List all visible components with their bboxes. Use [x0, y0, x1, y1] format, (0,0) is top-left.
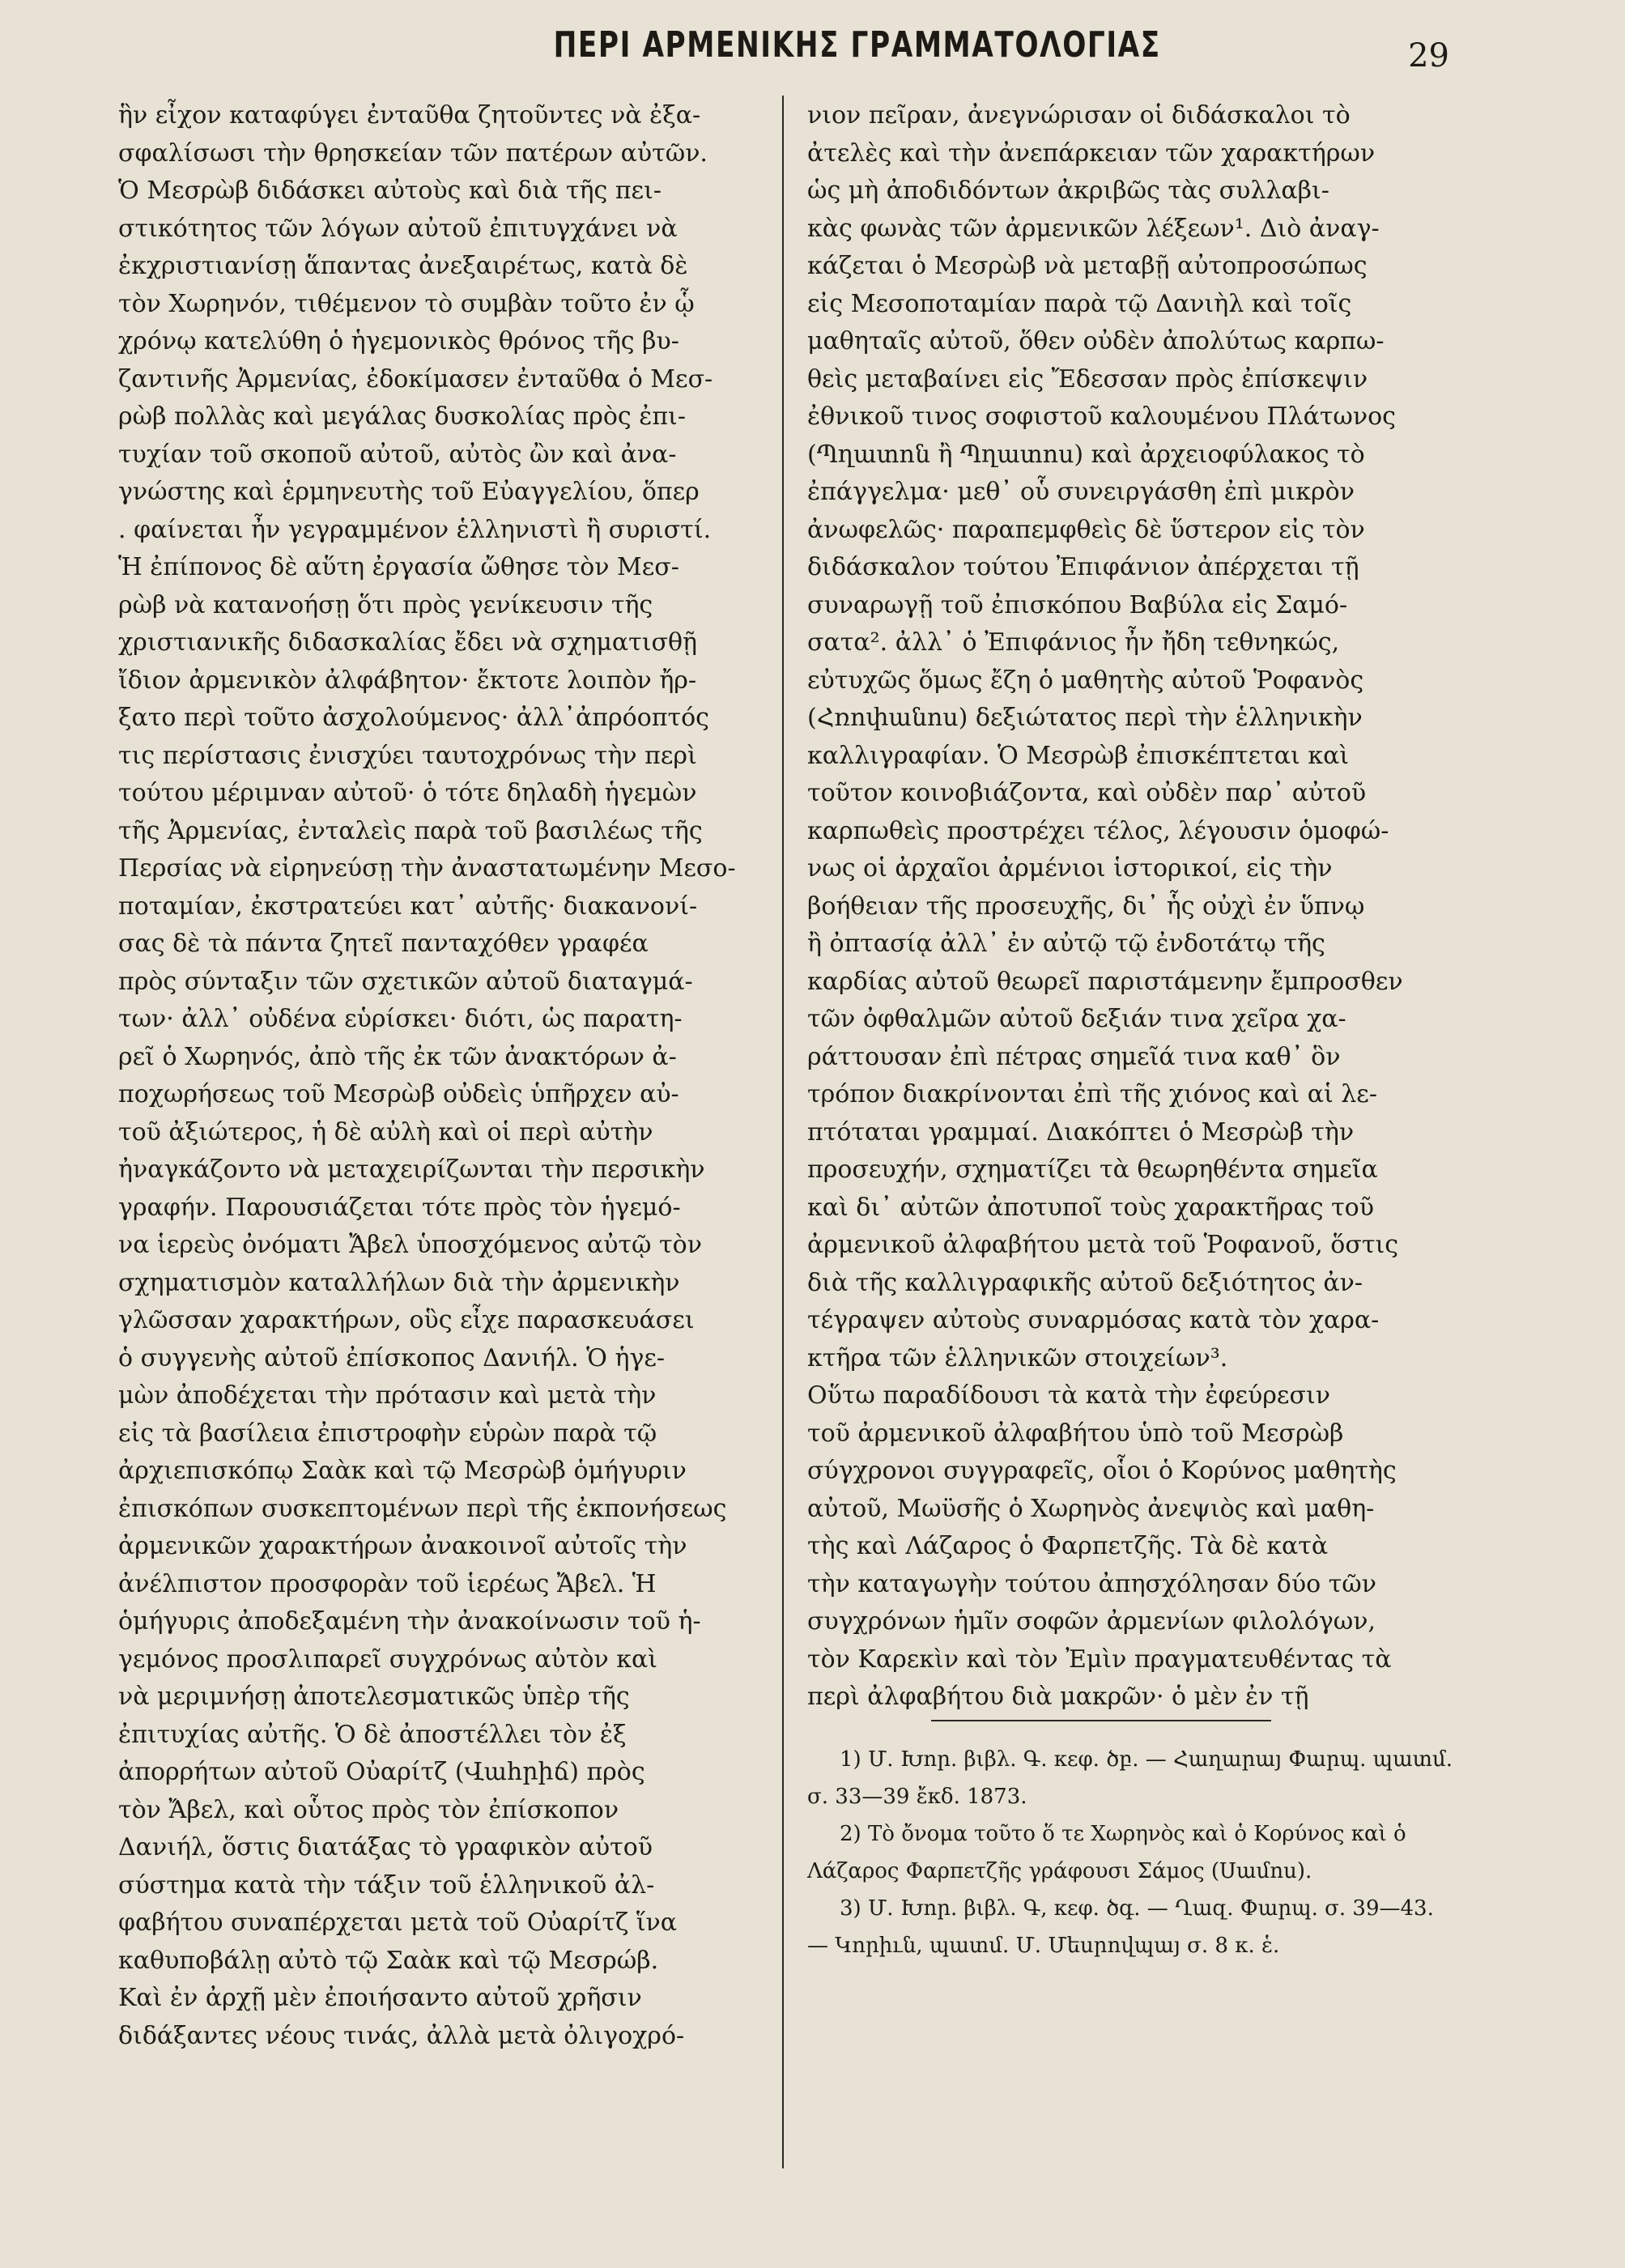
text-line: τὸν Χωρηνόν, τιθέμενον τὸ συμβὰν τοῦτο ἐν ᾧ — [118, 289, 695, 318]
text-line: πρὸς σύνταξιν τῶν σχετικῶν αὐτοῦ διαταγμά- — [118, 967, 693, 996]
text-line: σατα². ἀλλ᾽ ὁ Ἐπιφάνιος ἦν ἤδη τεθνηκώς, — [807, 628, 1340, 657]
text-line: ἀρμενικῶν χαρακτήρων ἀνακοινοῖ αὐτοῖς τὴν — [118, 1532, 687, 1560]
text-line: πτόταται γραμμαί. Διακόπτει ὁ Μεσρὼβ τὴν — [807, 1117, 1355, 1147]
text-line: νὰ μεριμνήσῃ ἀποτελεσματικῶς ὑπὲρ τῆς — [118, 1683, 630, 1711]
text-line: ἀνωφελῶς· παραπεμφθεὶς δὲ ὕστερον εἰς τὸν — [807, 515, 1365, 544]
text-line: Περσίας νὰ εἰρηνεύσῃ τὴν ἀναστατωμένην Μεσο- — [118, 854, 736, 883]
text-line: χριστιανικῆς διδασκαλίας ἔδει νὰ σχηματισθῇ — [118, 628, 698, 657]
text-line: ποχωρήσεως τοῦ Μεσρὼβ οὐδεὶς ὑπῆρχεν αὐ- — [118, 1080, 679, 1108]
text-line: τούτου μέριμναν αὐτοῦ· ὁ τότε δηλαδὴ ἡγεμὼν — [118, 779, 697, 807]
text-line: Ὁ Μεσρὼβ διδάσκει αὐτοὺς καὶ διὰ τῆς πει- — [118, 177, 661, 205]
text-line: τις περίστασις ἐνισχύει ταυτοχρόνως τὴν περὶ — [118, 741, 697, 770]
text-line: (Պղատոն ἢ Պղատոս) καὶ ἀρχειοφύλακος τὸ — [807, 440, 1365, 469]
text-line: ἀτελὲς καὶ τὴν ἀνεπάρκειαν τῶν χαρακτήρων — [807, 138, 1376, 168]
text-line: γλῶσσαν χαρακτήρων, οὓς εἶχε παρασκευάσει — [118, 1306, 695, 1334]
text-line: τῆς Ἀρμενίας, ἐνταλεὶς παρὰ τοῦ βασιλέως τῆς — [118, 816, 703, 845]
text-line: ξατο περὶ τοῦτο ἀσχολούμενος· ἀλλ᾽ἀπρόοπτός — [118, 704, 709, 732]
text-line: ἐπάγγελμα· μεθ᾽ οὗ συνειργάσθη ἐπὶ μικρὸν — [807, 478, 1355, 506]
text-line: καρπωθεὶς προστρέχει τέλος, λέγουσιν ὁμοφώ- — [807, 816, 1389, 845]
text-line: καὶ δι᾽ αὐτῶν ἀποτυποῖ τοὺς χαρακτῆρας τοῦ — [807, 1193, 1374, 1222]
text-line: μαθηταῖς αὐτοῦ, ὅθεν οὐδὲν ἀπολύτως καρπω- — [807, 327, 1385, 355]
text-line: καρδίας αὐτοῦ θεωρεῖ παριστάμενην ἔμπροσθεν — [807, 967, 1403, 996]
text-line: ράττουσαν ἐπὶ πέτρας σημεῖά τινα καθ᾽ ὃν — [807, 1042, 1341, 1071]
text-line: θεὶς μεταβαίνει εἰς Ἔδεσσαν πρὸς ἐπίσκεψιν — [807, 364, 1368, 394]
page-number: 29 — [1408, 37, 1449, 74]
text-line: νιον πεῖραν, ἀνεγνώρισαν οἱ διδάσκαλοι τὸ — [807, 101, 1351, 130]
text-line: τὴν καταγωγὴν τούτου ἀπησχόλησαν δύο τῶν — [807, 1569, 1376, 1598]
text-line: σφαλίσωσι τὴν θρησκείαν τῶν πατέρων αὐτῶν. — [118, 138, 708, 168]
text-line: ρὼβ νὰ κατανοήσῃ ὅτι πρὸς γενίκευσιν τῆς — [118, 590, 653, 619]
text-line: κὰς φωνὰς τῶν ἀρμενικῶν λέξεων¹. Διὸ ἀναγ- — [807, 214, 1380, 243]
text-line: κτῆρα τῶν ἑλληνικῶν στοιχείων³. — [807, 1343, 1228, 1372]
text-line: προσευχήν, σχηματίζει τὰ θεωρηθέντα σημεῖα — [807, 1155, 1378, 1184]
text-line: αὐτοῦ, Μωϋσῆς ὁ Χωρηνὸς ἀνεψιὸς καὶ μαθη- — [807, 1494, 1375, 1523]
text-line: ἀρμενικοῦ ἀλφαβήτου μετὰ τοῦ Ῥοφανοῦ, ὅστις — [807, 1231, 1399, 1259]
text-line: γεμόνος προσλιπαρεῖ συγχρόνως αὐτὸν καὶ — [118, 1645, 658, 1674]
text-line: τυχίαν τοῦ σκοποῦ αὐτοῦ, αὐτὸς ὢν καὶ ἀνα- — [118, 440, 677, 469]
text-line: ἀρχιεπισκόπῳ Σαὰκ καὶ τῷ Μεσρὼβ ὁμήγυριν — [118, 1457, 687, 1485]
text-line: . φαίνεται ἦν γεγραμμένον ἑλληνιστὶ ἢ συριστί. — [118, 515, 712, 544]
text-line: κάζεται ὁ Μεσρὼβ νὰ μεταβῇ αὐτοπροσώπως — [807, 252, 1368, 280]
footnote-separator — [931, 1720, 1271, 1721]
text-line: τοῦτον κοινοβιάζοντα, καὶ οὐδὲν παρ᾽ αὐτοῦ — [807, 779, 1367, 807]
text-line: ὁμήγυρις ἀποδεξαμένη τὴν ἀνακοίνωσιν τοῦ ἡ- — [118, 1607, 701, 1636]
text-line: εἰς Μεσοποταμίαν παρὰ τῷ Δανιὴλ καὶ τοῖς — [807, 289, 1352, 318]
text-line: καλλιγραφίαν. Ὁ Μεσρὼβ ἐπισκέπτεται καὶ — [807, 741, 1350, 770]
text-line: χρόνῳ κατελύθη ὁ ἡγεμονικὸς θρόνος τῆς βυ- — [118, 327, 679, 355]
text-line: καθυποβάλῃ αὐτὸ τῷ Σαὰκ καὶ τῷ Μεσρώβ. — [118, 1946, 659, 1975]
footnote: 1) Մ. Խոր. βιβλ. Գ. κεφ. ծբ. — Հաղարայ Փարպ. պատմ. σ. 33—39 ἔκδ. 1873. — [807, 1747, 1453, 1809]
text-line: ἀνέλπιστον προσφορὰν τοῦ ἱερέως Ἄβελ. Ἡ — [118, 1569, 657, 1598]
text-line: τέγραψεν αὐτοὺς συναρμόσας κατὰ τὸν χαρα- — [807, 1306, 1380, 1334]
text-line: διὰ τῆς καλλιγραφικῆς αὐτοῦ δεξιότητος ἀν- — [807, 1268, 1363, 1297]
text-line: Καὶ ἐν ἀρχῇ μὲν ἐποιήσαντο αὐτοῦ χρῆσιν — [118, 1984, 642, 2012]
text-line: τοῦ ἀρμενικοῦ ἀλφαβήτου ὑπὸ τοῦ Μεσρὼβ — [807, 1419, 1344, 1448]
text-line: ἐθνικοῦ τινος σοφιστοῦ καλουμένου Πλάτωνος — [807, 402, 1396, 431]
text-line: (Հռոփանոս) δεξιώτατος περὶ τὴν ἑλληνικὴν — [807, 704, 1363, 732]
text-line: να ἱερεὺς ὀνόματι Ἄβελ ὑποσχόμενος αὐτῷ τὸν — [118, 1231, 702, 1259]
text-line: ποταμίαν, ἐκστρατεύει κατ᾽ αὐτῆς· διακανονί- — [118, 891, 698, 921]
text-line: τρόπον διακρίνονται ἐπὶ τῆς χιόνος καὶ αἱ λε- — [807, 1080, 1377, 1108]
text-line: βοήθειαν τῆς προσευχῆς, δι᾽ ἧς οὐχὶ ἐν ὕπνῳ — [807, 891, 1365, 921]
text-line: εὐτυχῶς ὅμως ἔζη ὁ μαθητὴς αὐτοῦ Ῥοφανὸς — [807, 666, 1364, 695]
text-line: ἢ ὀπτασίᾳ ἀλλ᾽ ἐν αὐτῷ τῷ ἐνδοτάτῳ τῆς — [807, 930, 1325, 958]
right-column — [807, 97, 1455, 1717]
text-line: γραφήν. Παρουσιάζεται τότε πρὸς τὸν ἡγεμό- — [118, 1193, 681, 1222]
footnote: 3) Մ. Խոր. βιβλ. Գ, κεφ. ծգ. — Ղազ. Փարպ. σ. 39—43. — Կորիւն, պատմ. Մ. Մեսրովպայ σ. 8 κ. ἑ. — [807, 1896, 1434, 1958]
running-header: ΠΕΡΙ ΑΡΜΕΝΙΚΗΣ ΓΡΑΜΜΑΤΟΛΟΓΙΑΣ — [553, 24, 1161, 66]
text-line: των· ἀλλ᾽ οὐδένα εὑρίσκει· διότι, ὡς παρατη- — [118, 1005, 683, 1033]
text-line: σχηματισμὸν καταλλήλων διὰ τὴν ἀρμενικὴν — [118, 1268, 680, 1297]
text-line: στικότητος τῶν λόγων αὐτοῦ ἐπιτυγχάνει νὰ — [118, 214, 678, 243]
text-line: ἐκχριστιανίσῃ ἅπαντας ἀνεξαιρέτως, κατὰ δὲ — [118, 252, 688, 280]
text-line: φαβήτου συναπέρχεται μετὰ τοῦ Οὐαρίτζ ἵνα — [118, 1908, 677, 1937]
text-line: ἴδιον ἀρμενικὸν ἀλφάβητον· ἔκτοτε λοιπὸν ἤρ- — [118, 666, 697, 695]
text-line: περὶ ἀλφαβήτου διὰ μακρῶν· ὁ μὲν ἐν τῇ — [807, 1683, 1309, 1711]
text-line: σας δὲ τὰ πάντα ζητεῖ πανταχόθεν γραφέα — [118, 930, 649, 958]
text-line: ρὼβ πολλὰς καὶ μεγάλας δυσκολίας πρὸς ἐπι- — [118, 402, 686, 431]
text-line: Δανιήλ, ὅστις διατάξας τὸ γραφικὸν αὐτοῦ — [118, 1833, 653, 1862]
text-line: νως οἱ ἀρχαῖοι ἀρμένιοι ἱστορικοί, εἰς τὴν — [807, 854, 1333, 883]
text-line: γνώστης καὶ ἑρμηνευτὴς τοῦ Εὐαγγελίου, ὅπερ — [118, 478, 700, 506]
text-line: τὸν Ἄβελ, καὶ οὗτος πρὸς τὸν ἐπίσκοπον — [118, 1795, 619, 1824]
text-line: συναρωγῇ τοῦ ἐπισκόπου Βαβύλα εἰς Σαμό- — [807, 590, 1348, 619]
text-line: διδάσκαλον τούτου Ἐπιφάνιον ἀπέρχεται τῇ — [807, 553, 1359, 581]
text-line: εἰς τὰ βασίλεια ἐπιστροφὴν εὑρὼν παρὰ τῷ — [118, 1419, 657, 1448]
text-line: ὡς μὴ ἀποδιδόντων ἀκριβῶς τὰς συλλαβι- — [807, 177, 1329, 205]
text-line: ἠναγκάζοντο νὰ μεταχειρίζωνται τὴν περσικὴν — [118, 1155, 705, 1184]
text-line: ἣν εἶχον καταφύγει ἐνταῦθα ζητοῦντες νὰ ἐξα- — [118, 101, 701, 130]
text-line: ἀπορρήτων αὐτοῦ Οὐαρίτζ (Վահրիճ) πρὸς — [118, 1758, 645, 1786]
text-line: ἐπιτυχίας αὐτῆς. Ὁ δὲ ἀποστέλλει τὸν ἐξ — [118, 1720, 627, 1749]
text-line: Ἡ ἐπίπονος δὲ αὕτη ἐργασία ὤθησε τὸν Μεσ- — [118, 553, 679, 581]
text-line: ζαντινῆς Ἀρμενίας, ἐδοκίμασεν ἐνταῦθα ὁ Μεσ- — [118, 364, 713, 394]
footnote: 2) Τὸ ὄνομα τοῦτο ὅ τε Χωρηνὸς καὶ ὁ Κορύνος καὶ ὁ Λάζαρος Φαρπετζῆς γράφουσι Σάμος (Սամոս). — [807, 1822, 1406, 1883]
text-line: σύστημα κατὰ τὴν τάξιν τοῦ ἑλληνικοῦ ἀλ- — [118, 1870, 655, 1900]
text-line: τῶν ὀφθαλμῶν αὐτοῦ δεξιάν τινα χεῖρα χα- — [807, 1005, 1346, 1033]
text-line: διδάξαντες νέους τινάς, ἀλλὰ μετὰ ὀλιγοχρό- — [118, 2021, 685, 2050]
footnotes — [807, 1741, 1455, 1964]
text-line: Οὕτω παραδίδουσι τὰ κατὰ τὴν ἐφεύρεσιν — [807, 1381, 1330, 1410]
text-line: τοῦ ἀξιώτερος, ἡ δὲ αὐλὴ καὶ οἱ περὶ αὐτὴν — [118, 1117, 653, 1147]
column-divider — [782, 96, 784, 2168]
text-line: μὼν ἀποδέχεται τὴν πρότασιν καὶ μετὰ τὴν — [118, 1381, 657, 1410]
text-line: σύγχρονοι συγγραφεῖς, οἷοι ὁ Κορύνος μαθητὴς — [807, 1457, 1397, 1485]
text-line: ὁ συγγενὴς αὐτοῦ ἐπίσκοπος Δανιήλ. Ὁ ἡγε- — [118, 1343, 666, 1372]
text-line: συγχρόνων ἡμῖν σοφῶν ἀρμενίων φιλολόγων, — [807, 1607, 1376, 1636]
text-line: ἐπισκόπων συσκεπτομένων περὶ τῆς ἐκπονήσεως — [118, 1494, 727, 1523]
text-line: τὴς καὶ Λάζαρος ὁ Φαρπετζῆς. Τὰ δὲ κατὰ — [807, 1532, 1329, 1560]
left-column — [118, 97, 766, 2055]
text-line: ρεῖ ὁ Χωρηνός, ἀπὸ τῆς ἐκ τῶν ἀνακτόρων ἀ- — [118, 1042, 677, 1071]
text-line: τὸν Καρεκὶν καὶ τὸν Ἐμὶν πραγματευθέντας τὰ — [807, 1645, 1392, 1674]
